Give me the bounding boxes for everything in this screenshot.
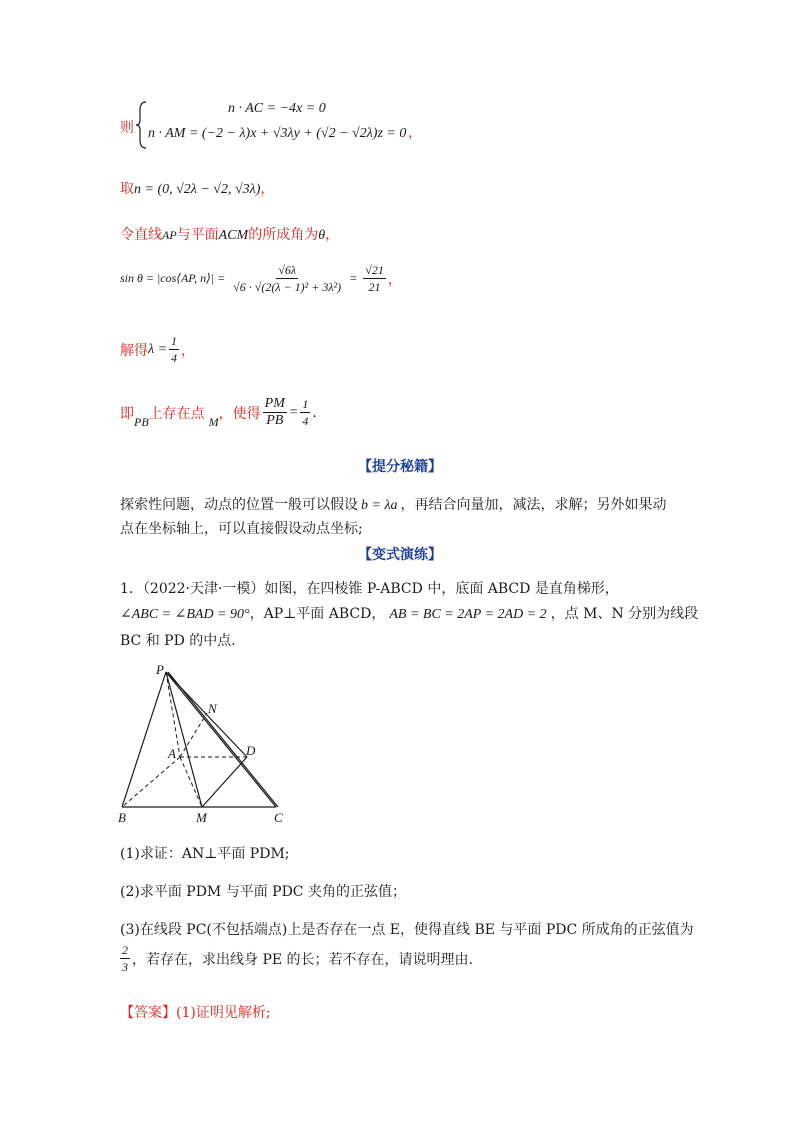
q3-fraction	[120, 942, 130, 975]
equation-system	[120, 100, 440, 150]
angle-text-d: ，	[325, 227, 340, 243]
lambda-fraction	[169, 333, 179, 366]
lambda-denominator: 4	[171, 351, 178, 365]
tip-text-a: 探索性问题，动点的位置一般可以假设	[120, 497, 358, 513]
then-label: 则	[120, 120, 134, 136]
point-m: M	[208, 415, 219, 429]
sine-suffix: ，	[387, 271, 402, 288]
tip-paragraph-line2: 点在坐标轴上，可以直接假设动点坐标;	[120, 521, 363, 537]
tip-expression: b = λa	[361, 498, 398, 513]
normal-vector-expr: n = (0, √2λ − √2, √3λ)	[134, 182, 261, 197]
midpoint-text: ，点 M、N 分别为线段	[550, 606, 699, 622]
q3-numerator: 2	[122, 943, 128, 957]
tip-paragraph-line1	[120, 494, 667, 514]
label-n: N	[208, 701, 217, 716]
sine-fraction	[231, 262, 343, 295]
ratio-numerator: PM	[264, 396, 285, 411]
equation-1: n · AC = −4x = 0	[228, 101, 326, 116]
question-2: (2)求平面 PDM 与平面 PDC 夹角的正弦值；	[120, 884, 406, 900]
ratio-eq: =	[288, 404, 299, 420]
q3-denominator: 3	[122, 960, 128, 974]
conclusion-line	[120, 396, 317, 429]
label-c: C	[274, 810, 283, 825]
take-normal-line	[120, 178, 274, 198]
conclusion-c: ，使得	[218, 405, 261, 422]
sine-result-denominator: 21	[368, 280, 381, 294]
problem-line-1: 1．（2022·天津·一模）如图，在四棱锥 P-ABCD 中，底面 ABCD 是直角梯形，	[120, 581, 619, 597]
take-suffix: ，	[260, 181, 275, 197]
conclusion-b: 上存在点	[148, 405, 205, 422]
label-a: A	[168, 746, 176, 761]
take-label: 取	[120, 181, 134, 197]
solve-label: 解得	[120, 342, 148, 359]
answer-label: 【答案】	[120, 1005, 176, 1021]
q3-text-b: ，若存在，求出线身 PE 的长；若不存在，请说明理由.	[132, 951, 473, 968]
sine-result-numerator: √21	[365, 263, 384, 277]
label-d: D	[246, 743, 256, 758]
label-m: M	[196, 810, 207, 825]
problem-line-2	[120, 603, 698, 623]
sine-numerator: √6λ	[278, 263, 297, 277]
line-ap: AP	[162, 228, 177, 242]
angle-condition: ∠ABC = ∠BAD = 90°	[120, 607, 250, 622]
segment-pb: PB	[134, 415, 149, 429]
equation-suffix: ，	[408, 125, 422, 141]
theta-symbol: θ	[318, 228, 326, 243]
problem-line-3: BC 和 PD 的中点.	[120, 633, 236, 649]
tip-text-b: ，再结合向量加，减法，求解；另外如果动	[400, 497, 667, 513]
perpendicular-condition: ，AP⊥平面 ABCD，	[249, 606, 386, 622]
sine-formula	[120, 262, 402, 295]
sine-eq: =	[349, 271, 358, 285]
angle-text-c: 的所成角为	[248, 227, 319, 243]
sine-result-fraction	[363, 262, 386, 295]
question-3-line2	[120, 942, 473, 975]
lambda-numerator: 1	[171, 334, 178, 348]
ratio-fraction	[263, 396, 287, 429]
conclusion-period: .	[312, 404, 317, 421]
left-brace	[136, 100, 148, 150]
ratio-value-numerator: 1	[302, 397, 309, 411]
angle-statement	[120, 224, 339, 244]
answer-line	[120, 1002, 271, 1022]
edge-md	[202, 757, 247, 807]
edge-pb	[122, 672, 166, 807]
angle-text-b: 与平面	[176, 227, 219, 243]
pyramid-figure	[110, 660, 300, 825]
solve-lambda	[120, 333, 195, 366]
ratio-denominator: PB	[266, 413, 284, 428]
equation-2: n · AM = (−2 − λ)x + √3λy + (√2 − √2λ)z = 0	[148, 126, 407, 141]
label-b: B	[118, 810, 126, 825]
practice-title: 【变式演练】	[358, 547, 442, 563]
label-p: P	[156, 662, 164, 677]
question-1: (1)求证：AN⊥平面 PDM;	[120, 846, 290, 862]
sine-denominator: √6 · √(2(λ − 1)² + 3λ²)	[233, 280, 342, 294]
lambda-lhs: λ =	[148, 341, 168, 357]
tip-title: 【提分秘籍】	[358, 459, 442, 475]
ratio-value-fraction	[300, 396, 310, 429]
length-condition: AB = BC = 2AP = 2AD = 2	[389, 607, 547, 622]
plane-acm: ACM	[218, 228, 249, 243]
conclusion-a: 即	[120, 405, 134, 422]
sine-lhs: sin θ = |cos⟨AP, n⟩| =	[120, 271, 226, 285]
edge-an	[180, 713, 207, 757]
lambda-suffix: ，	[181, 342, 196, 359]
ratio-value-denominator: 4	[302, 414, 309, 428]
angle-text-a: 令直线	[120, 227, 162, 243]
question-3-line1: (3)在线段 PC(不包括端点)上是否存在一点 E，使得直线 BE 与平面 PDC 所成角的正弦值为	[120, 922, 694, 938]
answer-text: (1)证明见解析;	[176, 1005, 271, 1021]
